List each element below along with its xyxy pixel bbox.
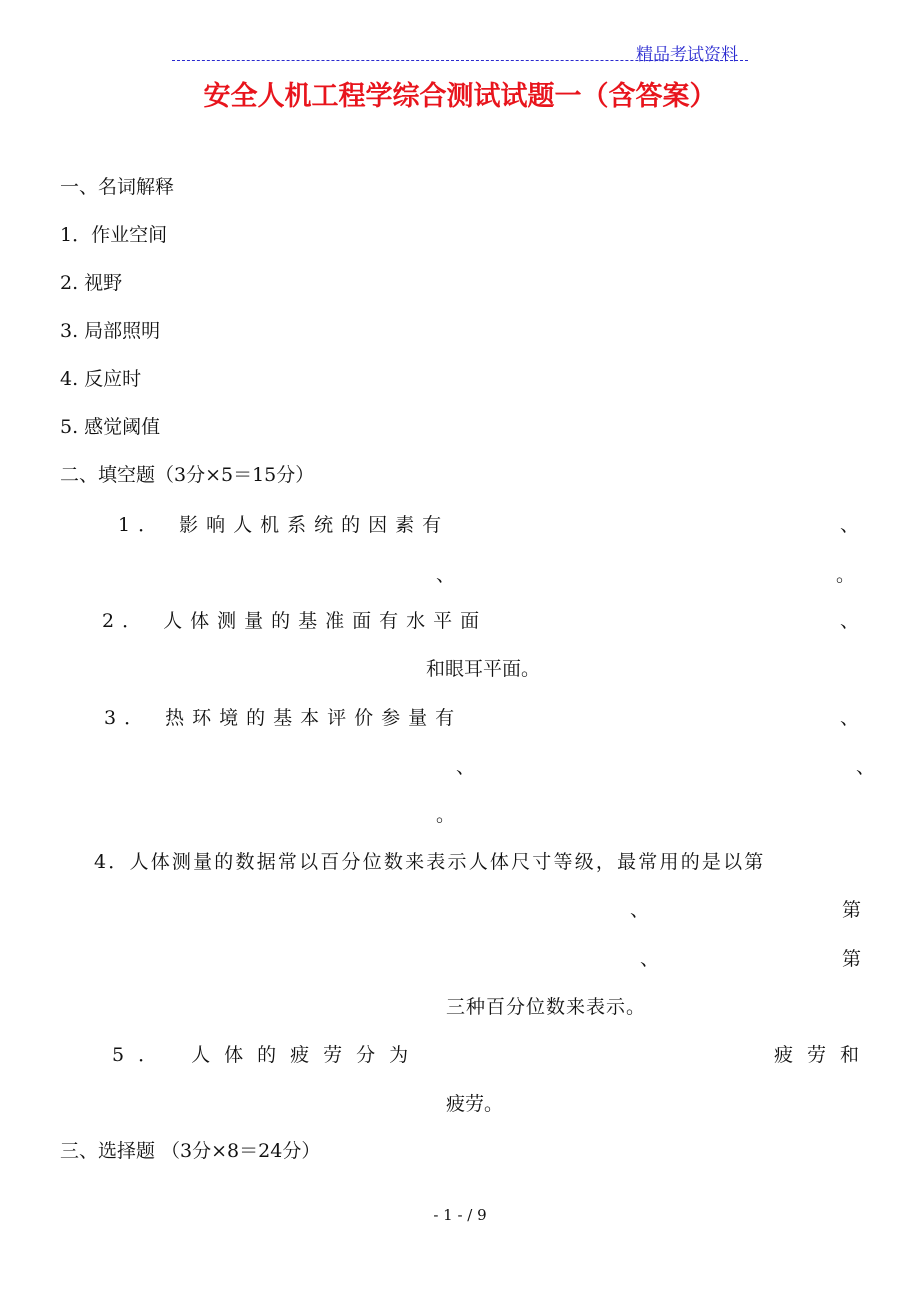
fill-q1-separator-2: 、 (436, 564, 456, 586)
fill-q3-separator-1: 、 (840, 707, 860, 729)
section3-heading: 三、选择题 （3分×8＝24分） (60, 1140, 321, 1162)
fill-q4-separator-1: 、 (630, 899, 650, 921)
fill-q3-end: 。 (436, 804, 456, 826)
fill-q2-stem: 2． 人体测量的基准面有水平面 (102, 610, 488, 632)
page-number: - 1 - / 9 (433, 1206, 487, 1224)
fill-q2-separator-1: 、 (840, 610, 860, 632)
fill-q3-separator-3: 、 (856, 756, 876, 778)
term-item-3: 3. 局部照明 (60, 320, 161, 342)
fill-q3-separator-2: 、 (456, 756, 476, 778)
fill-q3-stem: 3． 热环境的基本评价参量有 (104, 707, 463, 729)
fill-q5-middle: 疲劳和 (774, 1044, 874, 1066)
fill-q4-separator-2: 、 (640, 948, 660, 970)
term-item-5: 5. 感觉阈值 (60, 416, 161, 438)
fill-q2-tail: 和眼耳平面。 (426, 658, 541, 680)
document-title: 安全人机工程学综合测试试题一（含答案） (203, 81, 717, 112)
fill-q4-stem: 4．人体测量的数据常以百分位数来表示人体尺寸等级，最常用的是以第 (94, 851, 766, 873)
fill-q4-ordinal-3: 第 (842, 948, 862, 970)
section1-heading: 一、名词解释 (60, 176, 175, 198)
term-item-4: 4. 反应时 (60, 368, 142, 390)
term-item-1: 1．作业空间 (60, 224, 168, 246)
fill-q4-tail: 三种百分位数来表示。 (446, 996, 647, 1018)
section2-heading: 二、填空题（3分×5＝15分） (60, 464, 315, 486)
fill-q5-stem: 5． 人体的疲劳分为 (112, 1044, 423, 1066)
header-label: 精品考试资料 (636, 45, 738, 65)
fill-q5-tail: 疲劳。 (446, 1093, 504, 1115)
term-item-2: 2. 视野 (60, 272, 123, 294)
fill-q1-separator-1: 、 (840, 514, 860, 536)
fill-q1-end: 。 (836, 564, 856, 586)
fill-q1-stem: 1． 影响人机系统的因素有 (118, 514, 450, 536)
fill-q4-ordinal-2: 第 (842, 899, 862, 921)
